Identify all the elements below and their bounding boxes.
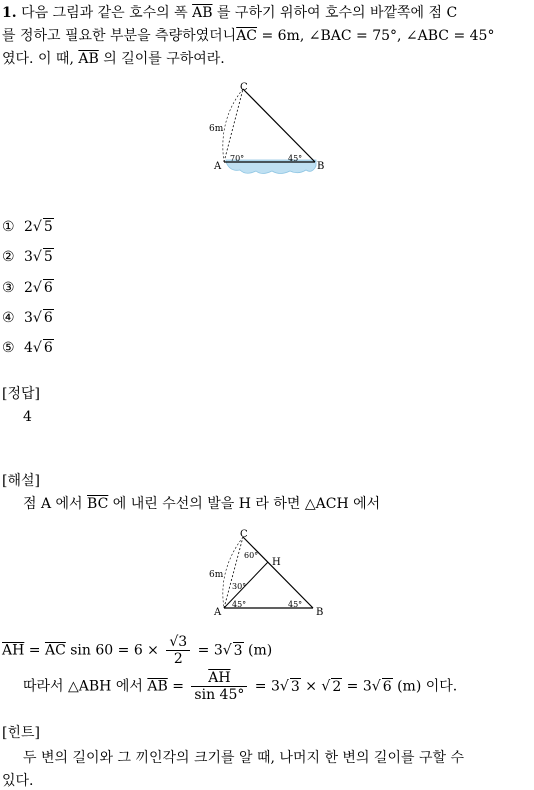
choice-5-coef: 4 <box>24 340 33 356</box>
eq2-frac-den: sin 45° <box>194 687 245 703</box>
hint-line-1: 두 변의 길이와 그 끼인각의 크기를 알 때, 나머지 한 변의 길이를 구할 수 <box>23 750 464 766</box>
choice-1-mark: ① <box>2 219 15 235</box>
equation-1: $\overline{AH} = \overline{AC}$ sin 60 = 6 × $\frac{√3}{2}$ = 3√ 3 (m) <box>2 634 273 667</box>
angle-b-label: 45° <box>288 154 303 163</box>
eq2-rad1: 3 <box>290 678 300 695</box>
choice-2-rad: 5 <box>43 249 53 265</box>
choice-1-coef: 2 <box>24 219 33 235</box>
eq1-unit: (m) <box>243 642 273 659</box>
choice-5[interactable]: ⑤ 4√ 6 <box>2 340 53 356</box>
solution-text-1b: 에 내린 수선의 발을 H 라 하면 △ACH 에서 <box>108 496 381 512</box>
segment-bc: $\overline{BC}$ <box>87 496 109 512</box>
eq1-ah: $\overline{AH}$ <box>2 642 25 659</box>
segment-ac-line <box>224 89 243 162</box>
question-line-2 <box>2 25 494 45</box>
segment-ab-2: $\overline{AB}$ <box>78 51 99 67</box>
fig2-label-6m: 6m <box>209 570 224 580</box>
fig2-measure-arc <box>223 537 243 608</box>
answer-value: 4 <box>23 409 32 425</box>
answer-heading: [정답] <box>2 386 40 402</box>
fig2-label-c: C <box>240 529 248 540</box>
choice-5-rad: 6 <box>43 340 53 356</box>
choice-1[interactable]: ① 2√ 5 <box>2 219 53 235</box>
fig2-segment-cb <box>243 537 313 608</box>
choice-3-mark: ③ <box>2 280 15 296</box>
choice-3-coef: 2 <box>24 280 33 296</box>
segment-cb-line <box>243 89 315 162</box>
choice-2-mark: ② <box>2 249 15 265</box>
eq2-rad3: 6 <box>382 678 392 695</box>
solution-text-1a: 점 A 에서 <box>23 496 88 512</box>
question-text-2a: 를 정하고 필요한 부분을 측량하였더니 <box>2 28 237 44</box>
choice-4-rad: 6 <box>43 310 53 326</box>
question-text-1b: 를 구하기 위하여 호수의 바깥쪽에 점 C <box>212 5 458 21</box>
eq1-fraction <box>166 634 190 667</box>
equation-2: 따라서 △ABH 에서 $\overline{AB}$ = $\frac{\overline{AH}}{\sin 45^\circ}$ = 3√ 3 × √ 2 = 3√ 6 (m) 이다. <box>23 670 458 703</box>
question-text-1a: 다음 그림과 같은 호수의 폭 <box>21 5 193 21</box>
lake-figure <box>200 80 335 180</box>
fig2-label-h: H <box>272 557 281 568</box>
label-6m: 6m <box>209 124 224 134</box>
segment-ac: $\overline{AC}$ <box>236 28 258 44</box>
choice-1-rad: 5 <box>43 219 53 235</box>
eq1-num: √3 <box>166 634 190 651</box>
choice-2-coef: 3 <box>24 249 33 265</box>
eq1-eq: = <box>24 642 45 659</box>
eq2-text-b: = 3 <box>250 678 280 695</box>
angle-a-label: 70° <box>230 154 245 163</box>
eq2-text-d: (m) 이다. <box>392 678 458 695</box>
choice-4-coef: 3 <box>24 310 33 326</box>
choice-5-mark: ⑤ <box>2 340 15 356</box>
label-b: B <box>317 161 325 172</box>
fig2-angle-a: 30° <box>232 582 247 591</box>
fig2-label-b: B <box>316 607 324 618</box>
question-text-2b: = 6m, ∠BAC = 75°, ∠ABC = 45° <box>257 28 495 44</box>
label-c: C <box>240 82 248 93</box>
question-number: 1. <box>2 5 17 21</box>
eq1-den: 2 <box>173 651 183 667</box>
choice-2[interactable]: ② 3√ 5 <box>2 249 53 265</box>
choice-4-mark: ④ <box>2 310 15 326</box>
question-line-1 <box>2 2 457 22</box>
question-text-3a: 였다. 이 때, <box>2 51 79 67</box>
fig2-angle-a2: 45° <box>232 600 247 609</box>
eq2-text-c: = 3 <box>342 678 372 695</box>
solution-line-1 <box>23 493 380 513</box>
question-text-3b: 의 길이를 구하여라. <box>98 51 225 67</box>
eq1-rest: sin 60 = 6 × <box>65 642 164 659</box>
eq2-times: × <box>300 678 322 695</box>
eq1-result-pre: = 3 <box>193 642 223 659</box>
eq2-frac-num: $\overline{AH}$ <box>191 670 247 687</box>
question-line-3 <box>2 48 225 68</box>
fig2-angle-b: 45° <box>288 600 303 609</box>
choice-4[interactable]: ④ 3√ 6 <box>2 310 53 326</box>
eq2-fraction <box>191 670 247 703</box>
eq2-eq: = <box>167 678 189 695</box>
eq2-text-a: 따라서 △ABH 에서 <box>23 678 148 695</box>
label-a: A <box>214 161 222 172</box>
segment-ab: $\overline{AB}$ <box>192 5 213 21</box>
hint-heading: [힌트] <box>2 725 40 741</box>
fig2-label-a: A <box>214 607 222 618</box>
choice-3[interactable]: ③ 2√ 6 <box>2 280 53 296</box>
choice-3-rad: 6 <box>43 280 53 296</box>
solution-figure <box>200 525 335 620</box>
hint-line-2: 있다. <box>2 773 34 789</box>
fig2-angle-c: 60° <box>244 551 259 560</box>
eq1-result-rad: 3 <box>233 642 243 659</box>
eq2-rad2: 2 <box>332 678 342 695</box>
eq1-ac: $\overline{AC}$ <box>44 642 66 659</box>
solution-heading: [해설] <box>2 473 40 489</box>
eq2-ab: $\overline{AB}$ <box>147 678 168 695</box>
